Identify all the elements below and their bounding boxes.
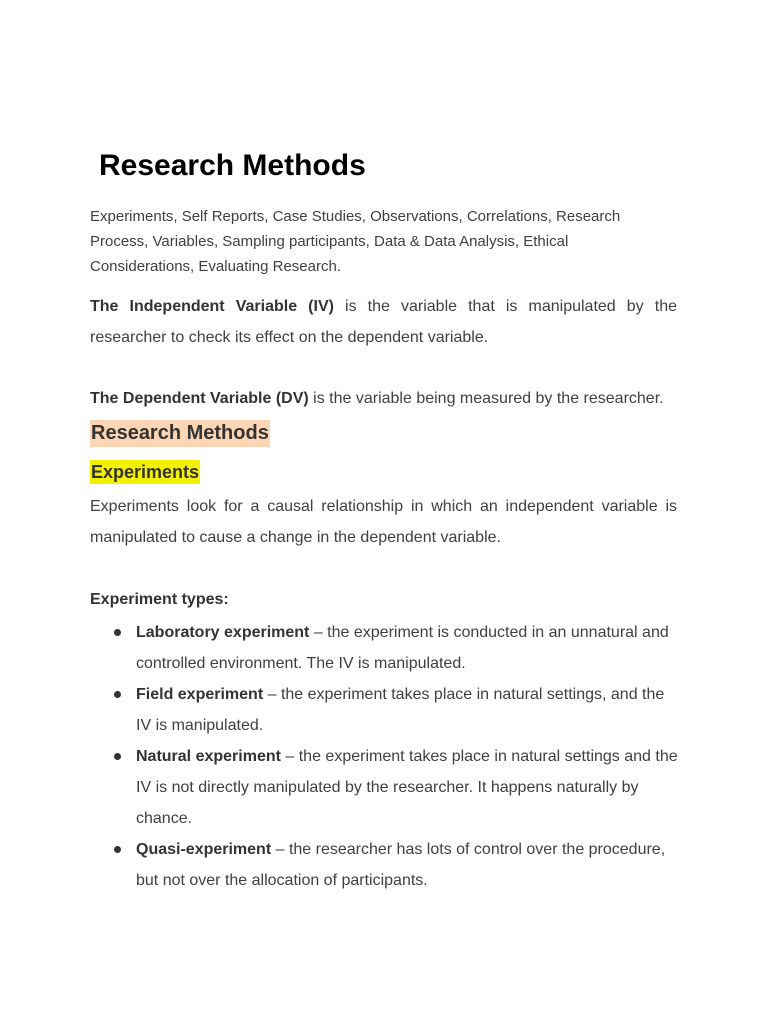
topics-list: Experiments, Self Reports, Case Studies, Observations, Correlations, Research Process, Variables, Sampling participants, Data & Data Analysis, Ethical Considerations, Evaluating Research. xyxy=(90,208,621,275)
list-item xyxy=(112,741,678,834)
experiment-type-description: – the experiment is conducted in an unnatural and controlled environment. The IV is manipulated. xyxy=(136,624,669,672)
experiment-type-description: – the experiment takes place in natural settings and the IV is not directly manipulated by the researcher. It happens naturally by chance. xyxy=(136,748,678,827)
bullet-icon xyxy=(114,753,121,760)
dependent-variable-term: The Dependent Variable (DV) xyxy=(90,390,309,407)
experiment-types-list xyxy=(112,617,678,896)
list-item xyxy=(112,834,678,896)
experiment-type-term: Laboratory experiment xyxy=(136,624,310,641)
independent-variable-definition: is the variable that is manipulated by the researcher to check its effect on the dependent variable. xyxy=(90,298,677,346)
experiment-type-term: Field experiment xyxy=(136,686,264,703)
bullet-icon xyxy=(114,846,121,853)
experiment-type-term: Natural experiment xyxy=(136,748,281,765)
experiments-heading: Experiments xyxy=(91,462,200,482)
experiment-type-term: Quasi-experiment xyxy=(136,841,272,858)
list-item xyxy=(112,617,678,679)
dependent-variable-definition: is the variable being measured by the researcher. xyxy=(308,390,664,407)
experiment-type-description: – the experiment takes place in natural settings, and the IV is manipulated. xyxy=(136,686,665,734)
bullet-icon xyxy=(114,691,121,698)
list-item xyxy=(112,679,678,741)
experiments-paragraph: Experiments look for a causal relationship in which an independent variable is manipulated to cause a change in the dependent variable. xyxy=(90,498,677,546)
page-title: Research Methods xyxy=(99,149,366,182)
experiment-types-heading: Experiment types: xyxy=(90,591,229,608)
dependent-variable-paragraph xyxy=(90,383,677,414)
independent-variable-term: The Independent Variable (IV) xyxy=(90,298,334,315)
section-heading: Research Methods xyxy=(90,420,270,447)
independent-variable-paragraph xyxy=(90,291,677,353)
experiment-type-description: – the researcher has lots of control over the procedure, but not over the allocation of participants. xyxy=(136,841,666,889)
bullet-icon xyxy=(114,629,121,636)
